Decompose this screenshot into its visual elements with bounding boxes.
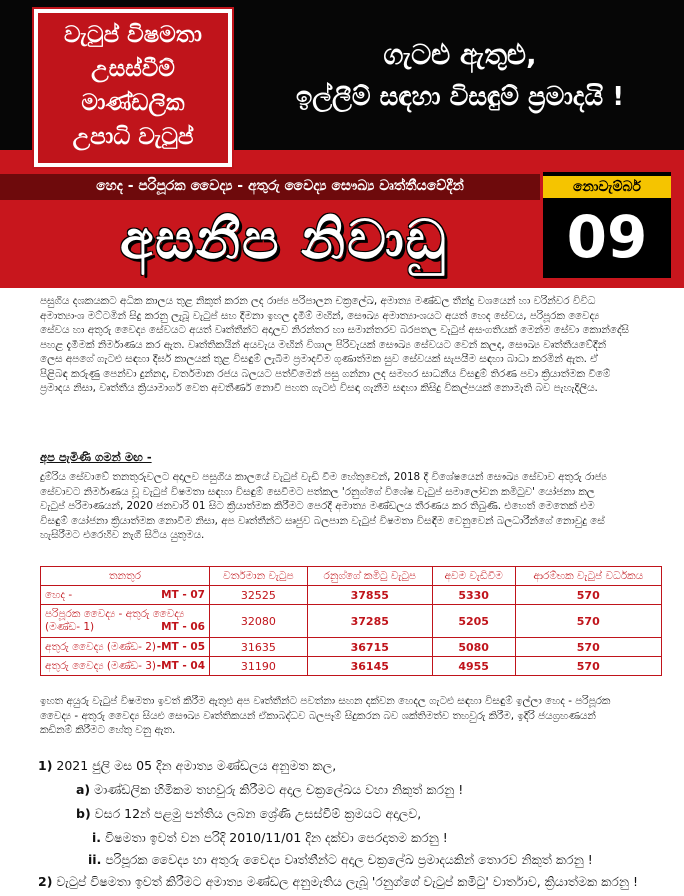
- demand-marker: 2): [38, 874, 53, 889]
- post-name: [41, 586, 210, 605]
- current-salary: 31635: [210, 638, 308, 657]
- demand-item: [92, 830, 448, 846]
- post-code: MT - 07: [161, 588, 205, 601]
- closing-line: ඉහත අයුරු වැටුප් විෂමතා ඉවත් කිරීම ඇතුළු අප වෘත්තීන්ට පවත්නා සහන දක්වන හෙදල ගැටළු සඳහා විසඳුම් ඉල්ලා හෙද - පරිපූරක: [40, 695, 611, 707]
- intro-line: ලෙස අපගේ ගැටළු සඳහා දීර්ඝ කාලයක් තුළ විසඳුම් ලැබීම ප්‍රමාදවීම ගුණාත්මක සුව සේවයක් සැපයීම සඳහා බාධා කරමින් ඇත. ඒ: [40, 353, 598, 365]
- post-name: [41, 638, 210, 657]
- badge-line-2: උසස්වීම්: [91, 56, 175, 82]
- post-code: MT - 06: [161, 621, 205, 633]
- committee-salary: 37855: [307, 586, 432, 605]
- header-post: තනතුර: [41, 567, 210, 586]
- header-current: වර්තමාන වැටුප: [210, 567, 308, 586]
- min-increase: 5330: [432, 586, 515, 605]
- increment: 570: [515, 657, 661, 676]
- section-heading: අප පැමිණි ගමන් මඟ -: [40, 450, 152, 464]
- demand-marker: ii.: [88, 852, 102, 867]
- intro-line: පිළිබඳ කරුණු පෙන්වා දුන්නද, වර්තමාන රජය බලයට පත්වීමෙන් පසු ගන්නා ලද සමහර සාධනීය විසඳුම් තිරණ පවා ක්‍රියාත්මක වීමේ: [40, 367, 611, 380]
- demand-item: [38, 758, 336, 774]
- section-paragraph: [40, 470, 644, 543]
- headline-line-2: ඉල්ලීම් සඳහා විසඳුම් ප්‍රමාදයි !: [295, 82, 625, 112]
- demand-marker: a): [76, 782, 91, 797]
- section-line: හැසිරීමට එරෙහිව නැගී සිටිය යුතුමය.: [40, 529, 205, 541]
- demand-text: විෂමතා ඉවත් වන පරිදි 2010/11/01 දින දක්වා පෙරදාතම කරනු !: [105, 830, 448, 845]
- demand-item: [88, 852, 593, 868]
- header-committee: රනුග්ගේ කමිටු වැටුප: [307, 567, 432, 586]
- badge-line-1: වැටුප් විෂමතා: [64, 22, 202, 48]
- intro-paragraph: [40, 294, 644, 396]
- table-row: [41, 638, 662, 657]
- current-salary: 32525: [210, 586, 308, 605]
- post-label: අතුරු වෛද්‍ය (මණ්ඩ- 2): [45, 640, 156, 653]
- committee-salary: 37285: [307, 605, 432, 638]
- section-line: සේවාවට නිර්මාණය වූ වැටුප් විෂමතා සඳහා විසඳුම් සෙවීමට පත්කල 'රනුග්ගේ විශේෂ වැටුප් සමාලෝචන කමිටුව' යෝජනා කල: [40, 485, 595, 498]
- min-increase: 5080: [432, 638, 515, 657]
- demand-text: 2021 ජුලි මස 05 දින අමාත්‍ය මණ්ඩලය අනුමත කල,: [56, 758, 337, 773]
- post-code: -MT - 05: [156, 640, 205, 653]
- intro-line: අමාත්‍යාංශ මට්ටමින් සිදු කරනු ලැබූ වැටුප් සහ දීමනා ඉහල දැමීම් මඟින්, සෞඛ්‍ය අමාත්‍යාංශයට අයත් හෙද සේවය, පරිපූරක වෛද්‍ය: [40, 309, 600, 322]
- page-title: අසනීප නිවාඩු: [120, 208, 448, 271]
- table-header-row: [41, 567, 662, 586]
- date-badge: [541, 170, 673, 280]
- demand-text: මාණ්ඩලික හිමිකම තහවුරු කිරීමට අදාල චක්‍රලේඛය වහා නිකුත් කරනු !: [94, 782, 464, 797]
- post-label: පරිපූරක වෛද්‍ය - අතුරු වෛද්‍ය (මණ්ඩ- 1): [45, 608, 185, 633]
- badge-line-3: මාණ්ඩලික: [81, 90, 185, 116]
- post-label: අතුරු වෛද්‍ය (මණ්ඩ- 3): [45, 659, 156, 672]
- salary-table: [40, 566, 662, 676]
- demand-marker: 1): [38, 758, 53, 773]
- demand-text: වැටුප් විෂමතා ඉවත් කිරීමට අමාත්‍ය මණ්ඩල අනුමැතිය ලැබූ 'රනුග්ගේ වැටුප් කමිටු' වාර්තාව, ක්‍රියාත්මක කරනු !: [56, 874, 638, 889]
- current-salary: 32080: [210, 605, 308, 638]
- topic-badge: [34, 9, 232, 167]
- header-increase: අවම වැඩිවීම: [432, 567, 515, 586]
- min-increase: 5205: [432, 605, 515, 638]
- committee-salary: 36145: [307, 657, 432, 676]
- date-month: නොවැම්බර්: [543, 176, 671, 198]
- section-line: දුම්රිය සේවාවේ තනතුරුවලට අදාලව පසුගිය කාලයේ වැටුප් වැඩි වීම හේතුවෙන්, 2018 දී විශේෂයෙන් සෞඛ්‍ය සේවාව අතුරු රාජ්‍ය: [40, 471, 607, 483]
- badge-line-4: උපාධි වැටුප්: [72, 124, 194, 150]
- date-day: 09: [566, 203, 648, 271]
- demand-marker: b): [76, 806, 91, 821]
- min-increase: 4955: [432, 657, 515, 676]
- subtitle: හෙද - පරිපූරක වෛද්‍ය - අතුරු වෛද්‍ය සෞඛ්‍ය වෘත්තීයවේදීන්: [96, 178, 464, 194]
- committee-salary: 36715: [307, 638, 432, 657]
- post-name: [41, 605, 210, 638]
- table-row: [41, 605, 662, 638]
- post-name: [41, 657, 210, 676]
- increment: 570: [515, 638, 661, 657]
- closing-line: කඩිනම් කිරීමට හේතු වනු ඇත.: [40, 724, 176, 736]
- intro-line: ප්‍රමාදය නිසා, වෘත්තීය ක්‍රියාමාර්ග වෙත අවතීර්ණ නොවී පහත ගැටළු විසඳා ගැනීම සඳහා කිසිදු විකල්පයක් නොමැති බව පැහැදිලිය.: [40, 382, 598, 394]
- closing-paragraph: [40, 694, 644, 738]
- demand-item: [76, 782, 463, 798]
- intro-line: පහළ දැමීමක් නිර්මාණය කර ඇත. වෘත්තිකයින් අයවැය මඟින් විශාල පිරිවැයක් සෞඛ්‍ය සේවයට වෙන් කලද, සෞඛ්‍ය වෘත්තීයවේදීන්: [40, 338, 607, 351]
- increment: 570: [515, 586, 661, 605]
- closing-line: වෛද්‍ය - අතුරු වෛද්‍ය සියළු සෞඛ්‍ය වෘත්තිකයන් ඒකාබද්ධව බලපෑම් සිදුකරන බව ශක්තිමත්ව තහවුරු කිරීම, ඉදිරි ජයග්‍රහණයන්: [40, 709, 596, 722]
- header-increment: ආරම්භක වැටුප් වර්ධකය: [515, 567, 661, 586]
- post-code: -MT - 04: [156, 659, 205, 672]
- section-line: වැටුප් පරිමාණයන්, 2020 ජනවාරි 01 සිට ක්‍රියාත්මක කිරීමට පෙරදී අමාත්‍ය මණ්ඩලය තීරණය කර තිබුණි. එහෙත් මෙතෙක් එම: [40, 500, 595, 512]
- increment: 570: [515, 605, 661, 638]
- table-row: [41, 586, 662, 605]
- current-salary: 31190: [210, 657, 308, 676]
- demand-item: [38, 874, 638, 890]
- demand-text: පරිපූරක වෛද්‍ය හා අතුරු වෛද්‍ය වෘත්තීන්ට අදාල චක්‍රලේඛ ප්‍රමාදයකින් තොරව නිකුත් කරනු !: [105, 852, 593, 867]
- section-line: විසඳුම් යෝජනා ක්‍රියාත්මක නොවීම නිසා, අප වෘත්තීන්ට සෘජුව බලපාන වැටුප් විෂමතා විසඳීම වෙනුවෙන් බලධාරීන්ගේ නොවුදු සේ: [40, 514, 605, 527]
- demand-item: [76, 806, 421, 822]
- demand-marker: i.: [92, 830, 102, 845]
- intro-line: පසුගිය දශකයකට අධික කාලය තුළ නිකුත් කරන ලද රාජ්‍ය පරිපාලන චක්‍රලේඛ, අමාත්‍ය මණ්ඩල තීන්දු වශයෙන් හා වරින්වර විවිධ: [40, 295, 596, 307]
- post-label: හෙද -: [45, 588, 73, 601]
- intro-line: සේවය හා අතුරු වෛද්‍ය සේවයට අයත් වෘත්තීන්ට අදාලව නිරන්තර හා සමාන්තරව බරපතල වැටුප් අසංගතියක් මෙන්ම සේවා කොන්දේසි: [40, 324, 630, 336]
- headline-line-1: ගැටළු ඇතුළු,: [383, 38, 537, 71]
- demand-text: වසර 12න් පළමු පන්තිය ලබන ශ්‍රේණි උසස්වීම් ක්‍රමයට අදාලව,: [94, 806, 422, 821]
- table-row: [41, 657, 662, 676]
